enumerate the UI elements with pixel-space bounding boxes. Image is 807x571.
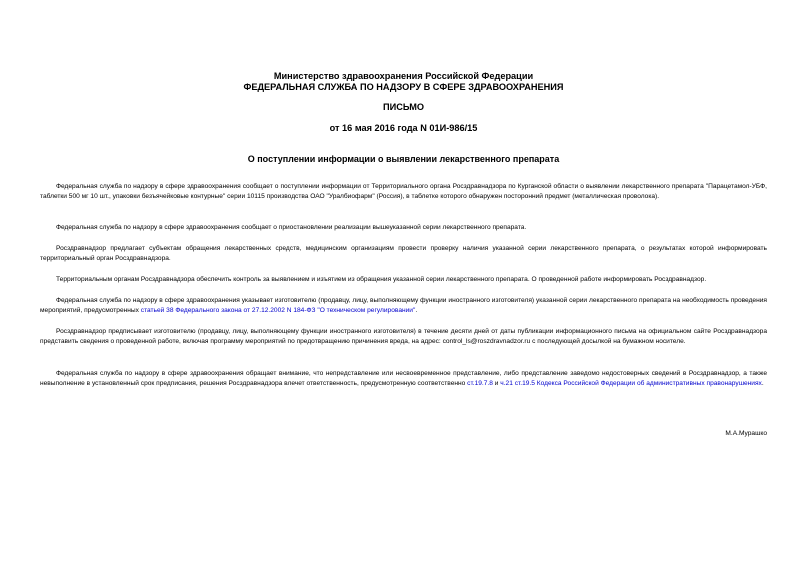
signature: М.А.Мурашко bbox=[725, 430, 767, 437]
law-184-fz-link[interactable]: статьей 38 Федерального закона от 27.12.2002 N 184-ФЗ "О техническом регулировании" bbox=[140, 307, 416, 315]
paragraph-6: Росздравнадзор предписывает изготовителю (продавцу, лицу, выполняющему функции иностранного изготовителя) в течение десяти дней от даты публикации информационного письма на официальном сайте Росздравнадзора представить сведения о проведенной работе, включая программу мероприятий по предотвращению причинения вреда, на адрес: control_ls@roszdravnadzor.ru с последующей досылкой на бумажном носителе. bbox=[40, 328, 767, 346]
paragraph-7-end: . bbox=[761, 380, 764, 388]
paragraph-7-mid: и bbox=[492, 380, 501, 388]
koap-19-5-link[interactable]: ч.21 ст.19.5 Кодекса Российской Федерации об административных правонарушениях bbox=[500, 380, 762, 388]
document-date-number: от 16 мая 2016 года N 01И-986/15 bbox=[329, 123, 478, 133]
document-type: ПИСЬМО bbox=[382, 102, 425, 112]
paragraph-2: Федеральная служба по надзору в сфере здравоохранения сообщает о приостановлении реализации вышеуказанной серии лекарственного препарата. bbox=[56, 224, 527, 231]
document-title: О поступлении информации о выявлении лекарственного препарата bbox=[247, 154, 560, 164]
paragraph-5-text: Федеральная служба по надзору в сфере здравоохранения указывает изготовителю (продавцу, лицу, выполняющему функции иностранного изготовителя) указанной серии лекарственного препарата на необходимость проведения мероприятий, предусмотренных bbox=[40, 297, 767, 315]
paragraph-5-end: . bbox=[415, 307, 418, 315]
paragraph-1: Федеральная служба по надзору в сфере здравоохранения сообщает о поступлении информации от Территориального органа Росздравнадзора по Курганской области о выявлении лекарственного препарата "Парацетамол-УБФ, таблетки 500 мг 10 шт., упаковки безъячейковые контурные" серии 10115 производства ОАО "Уралбиофарм" (Россия), в таблетке которого обнаружен посторонний предмет (металлическая проволока). bbox=[40, 183, 767, 201]
article-19-7-8-link[interactable]: ст.19.7.8 bbox=[467, 380, 493, 388]
paragraph-4: Территориальным органам Росздравнадзора обеспечить контроль за выявлением и изъятием из обращения указанной серии лекарственного препарата. О проведенной работе информировать Росздравнадзор. bbox=[56, 276, 707, 283]
service-name: ФЕДЕРАЛЬНАЯ СЛУЖБА ПО НАДЗОРУ В СФЕРЕ ЗДРАВООХРАНЕНИЯ bbox=[243, 82, 564, 92]
paragraph-3: Росздравнадзор предлагает субъектам обращения лекарственных средств, медицинским организациям провести проверку наличия указанной серии лекарственного препарата, о результатах которой информировать территориальный орган Росздравнадзора. bbox=[40, 245, 767, 263]
paragraph-5 bbox=[40, 296, 767, 317]
ministry-name: Министерство здравоохранения Российской Федерации bbox=[273, 71, 534, 81]
paragraph-7 bbox=[40, 369, 767, 390]
paragraph-7-text: Федеральная служба по надзору в сфере здравоохранения обращает внимание, что непредставление или несвоевременное представление, либо представление заведомо недостоверных сведений в Росздравнадзор, а также невыполнение в установленный срок предписания, решения Росздравнадзора влечет ответственность, предусмотренную соответственно bbox=[40, 370, 767, 388]
